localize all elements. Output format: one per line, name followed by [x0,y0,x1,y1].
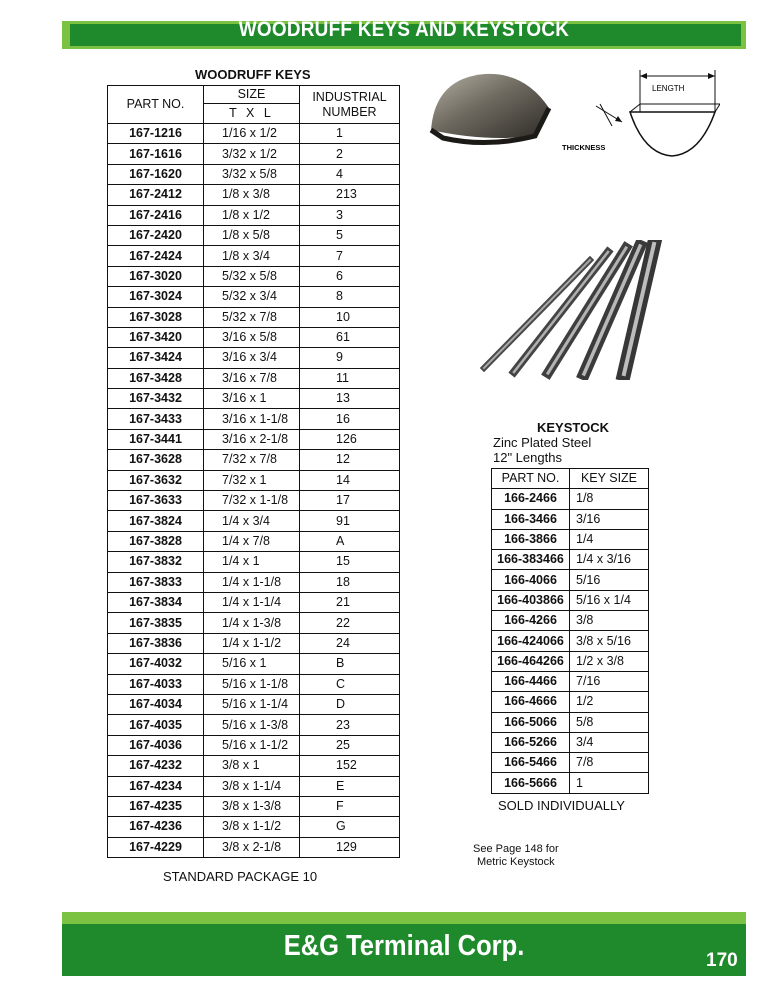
size-cell: 1/8 x 3/4 [204,246,300,266]
part-number-cell: 166-5066 [492,712,570,732]
woodruff-table [107,85,400,858]
table-row [108,715,400,735]
size-cell: 1/4 x 1 [204,552,300,572]
industrial-number-cell: 18 [300,572,400,592]
keystock-title: KEYSTOCK [537,420,609,435]
industrial-number-cell: 1 [300,124,400,144]
table-row [108,327,400,347]
table-row [108,164,400,184]
keystock-subtitle-material: Zinc Plated Steel [493,435,592,450]
industrial-number-cell: E [300,776,400,796]
part-number-cell: 167-3836 [108,633,204,653]
keystock-table [491,468,649,794]
key-size-cell: 1 [570,773,649,793]
industrial-number-cell: 15 [300,552,400,572]
part-number-cell: 166-4066 [492,570,570,590]
table-row [108,429,400,449]
industrial-number-cell: 16 [300,409,400,429]
table-row [108,572,400,592]
size-cell: 1/8 x 1/2 [204,205,300,225]
key-size-cell: 5/16 x 1/4 [570,590,649,610]
industrial-number-cell: 10 [300,307,400,327]
size-cell: 3/32 x 1/2 [204,144,300,164]
part-number-cell: 167-3633 [108,491,204,511]
size-cell: 5/32 x 3/4 [204,287,300,307]
part-number-cell: 167-4234 [108,776,204,796]
table-row [108,144,400,164]
table-row [492,570,649,590]
industrial-number-cell: 4 [300,164,400,184]
part-number-cell: 167-3432 [108,389,204,409]
size-cell: 1/8 x 5/8 [204,225,300,245]
woodruff-footer: STANDARD PACKAGE 10 [163,869,318,884]
part-number-cell: 167-1216 [108,124,204,144]
woodruff-key-image [425,68,555,148]
key-size-cell: 7/8 [570,753,649,773]
industrial-number-cell: 213 [300,185,400,205]
industrial-number-cell: 7 [300,246,400,266]
size-cell: 3/8 x 1-3/8 [204,796,300,816]
col-header-part: PART NO. [108,86,204,124]
industrial-number-cell: B [300,654,400,674]
key-size-cell: 3/8 x 5/16 [570,631,649,651]
part-number-cell: 167-3020 [108,266,204,286]
size-cell: 3/8 x 2-1/8 [204,837,300,857]
industrial-number-cell: 8 [300,287,400,307]
size-cell: 1/4 x 3/4 [204,511,300,531]
industrial-number-cell: 126 [300,429,400,449]
part-number-cell: 167-3428 [108,368,204,388]
table-row [492,692,649,712]
size-cell: 3/8 x 1 [204,756,300,776]
key-size-cell: 5/16 [570,570,649,590]
part-number-cell: 167-3832 [108,552,204,572]
size-cell: 3/16 x 1 [204,389,300,409]
size-cell: 5/16 x 1-1/8 [204,674,300,694]
part-number-cell: 167-2420 [108,225,204,245]
diagram-length-label: LENGTH [652,84,685,93]
part-number-cell: 166-5666 [492,773,570,793]
table-row [108,552,400,572]
table-row [492,631,649,651]
size-cell: 3/16 x 3/4 [204,348,300,368]
size-cell: 5/16 x 1-1/4 [204,694,300,714]
part-number-cell: 167-3441 [108,429,204,449]
part-number-cell: 167-3828 [108,531,204,551]
part-number-cell: 166-464266 [492,651,570,671]
part-number-cell: 167-4235 [108,796,204,816]
size-cell: 1/4 x 1-1/2 [204,633,300,653]
part-number-cell: 167-4032 [108,654,204,674]
key-size-cell: 1/2 x 3/8 [570,651,649,671]
part-number-cell: 166-5466 [492,753,570,773]
col-header-size-sub: T X L [204,104,300,124]
part-number-cell: 167-3028 [108,307,204,327]
part-number-cell: 167-3424 [108,348,204,368]
size-cell: 1/8 x 3/8 [204,185,300,205]
ks-col-header-size: KEY SIZE [570,469,649,489]
size-cell: 7/32 x 1-1/8 [204,491,300,511]
part-number-cell: 166-3866 [492,529,570,549]
table-row [492,590,649,610]
industrial-number-cell: 61 [300,327,400,347]
size-cell: 3/16 x 5/8 [204,327,300,347]
key-size-cell: 3/4 [570,732,649,752]
part-number-cell: 166-3466 [492,509,570,529]
table-row [108,287,400,307]
table-row [108,307,400,327]
size-cell: 1/4 x 1-1/8 [204,572,300,592]
table-row [108,796,400,816]
part-number-cell: 167-4232 [108,756,204,776]
industrial-number-cell: 6 [300,266,400,286]
table-row [492,773,649,793]
table-row [492,489,649,509]
table-row [492,529,649,549]
industrial-number-cell: 17 [300,491,400,511]
table-row [108,266,400,286]
table-row [108,694,400,714]
industrial-number-cell: 24 [300,633,400,653]
industrial-number-cell: C [300,674,400,694]
table-row [492,550,649,570]
key-size-cell: 1/8 [570,489,649,509]
table-row [108,817,400,837]
size-cell: 1/4 x 1-1/4 [204,592,300,612]
size-cell: 7/32 x 1 [204,470,300,490]
size-cell: 3/16 x 7/8 [204,368,300,388]
part-number-cell: 167-2412 [108,185,204,205]
company-name: E&G Terminal Corp. [283,930,525,962]
table-row [108,756,400,776]
part-number-cell: 167-3824 [108,511,204,531]
keystock-footer: SOLD INDIVIDUALLY [498,798,625,813]
part-number-cell: 166-5266 [492,732,570,752]
part-number-cell: 166-383466 [492,550,570,570]
industrial-number-cell: 2 [300,144,400,164]
table-row [108,368,400,388]
woodruff-key-diagram [560,66,720,166]
metric-note [473,843,559,869]
size-cell: 1/4 x 7/8 [204,531,300,551]
table-row [108,246,400,266]
page-number: 170 [706,950,738,971]
table-row [108,511,400,531]
table-row [108,450,400,470]
col-header-industrial: INDUSTRIAL NUMBER [300,86,400,124]
part-number-cell: 167-2416 [108,205,204,225]
industrial-number-cell: 22 [300,613,400,633]
table-row [108,674,400,694]
table-row [492,712,649,732]
size-cell: 3/32 x 5/8 [204,164,300,184]
industrial-number-cell: 9 [300,348,400,368]
table-row [492,509,649,529]
industrial-number-cell: 12 [300,450,400,470]
size-cell: 7/32 x 7/8 [204,450,300,470]
part-number-cell: 167-3433 [108,409,204,429]
page-title: WOODRUFF KEYS AND KEYSTOCK [238,18,570,41]
table-row [108,409,400,429]
table-row [108,592,400,612]
table-row [492,732,649,752]
table-row [108,837,400,857]
industrial-number-cell: A [300,531,400,551]
size-cell: 3/16 x 2-1/8 [204,429,300,449]
industrial-number-cell: G [300,817,400,837]
table-row [108,654,400,674]
part-number-cell: 167-3835 [108,613,204,633]
industrial-number-cell: 91 [300,511,400,531]
key-size-cell: 3/8 [570,611,649,631]
part-number-cell: 166-4466 [492,671,570,691]
metric-note-line2: Metric Keystock [477,856,555,868]
size-cell: 5/16 x 1-1/2 [204,735,300,755]
part-number-cell: 166-424066 [492,631,570,651]
industrial-number-cell: 152 [300,756,400,776]
part-number-cell: 167-1620 [108,164,204,184]
part-number-cell: 167-4229 [108,837,204,857]
industrial-number-cell: 21 [300,592,400,612]
industrial-number-cell: 23 [300,715,400,735]
table-row [492,753,649,773]
part-number-cell: 167-3024 [108,287,204,307]
key-size-cell: 1/4 [570,529,649,549]
size-cell: 1/4 x 1-3/8 [204,613,300,633]
keystock-image [478,240,668,380]
table-row [108,633,400,653]
industrial-number-cell: 11 [300,368,400,388]
industrial-number-cell: 14 [300,470,400,490]
key-size-cell: 1/2 [570,692,649,712]
part-number-cell: 167-3628 [108,450,204,470]
industrial-number-cell: 3 [300,205,400,225]
key-size-cell: 3/16 [570,509,649,529]
table-row [108,531,400,551]
col-header-size: SIZE [204,86,300,104]
table-row [108,389,400,409]
size-cell: 5/16 x 1-3/8 [204,715,300,735]
industrial-number-cell: D [300,694,400,714]
part-number-cell: 166-2466 [492,489,570,509]
part-number-cell: 166-4266 [492,611,570,631]
table-row [108,470,400,490]
table-row [108,491,400,511]
ks-col-header-part: PART NO. [492,469,570,489]
table-row [492,651,649,671]
part-number-cell: 167-3834 [108,592,204,612]
size-cell: 3/8 x 1-1/4 [204,776,300,796]
part-number-cell: 167-4036 [108,735,204,755]
industrial-number-cell: 13 [300,389,400,409]
part-number-cell: 167-3632 [108,470,204,490]
diagram-thickness-label: THICKNESS [562,143,606,152]
size-cell: 3/8 x 1-1/2 [204,817,300,837]
part-number-cell: 166-4666 [492,692,570,712]
size-cell: 5/32 x 7/8 [204,307,300,327]
part-number-cell: 167-3420 [108,327,204,347]
table-row [108,205,400,225]
table-row [108,776,400,796]
table-row [108,225,400,245]
size-cell: 5/16 x 1 [204,654,300,674]
table-row [108,124,400,144]
part-number-cell: 167-4035 [108,715,204,735]
part-number-cell: 167-2424 [108,246,204,266]
key-size-cell: 7/16 [570,671,649,691]
size-cell: 5/32 x 5/8 [204,266,300,286]
industrial-number-cell: 5 [300,225,400,245]
table-row [108,613,400,633]
table-row [108,735,400,755]
part-number-cell: 166-403866 [492,590,570,610]
part-number-cell: 167-4033 [108,674,204,694]
size-cell: 3/16 x 1-1/8 [204,409,300,429]
table-row [108,348,400,368]
footer-band [62,912,746,924]
metric-note-line1: See Page 148 for [473,843,559,855]
table-row [492,671,649,691]
table-row [492,611,649,631]
part-number-cell: 167-1616 [108,144,204,164]
industrial-number-cell: 25 [300,735,400,755]
keystock-subtitle-length: 12" Lengths [493,450,562,465]
table-row [108,185,400,205]
part-number-cell: 167-3833 [108,572,204,592]
industrial-number-cell: 129 [300,837,400,857]
size-cell: 1/16 x 1/2 [204,124,300,144]
industrial-number-cell: F [300,796,400,816]
key-size-cell: 5/8 [570,712,649,732]
part-number-cell: 167-4236 [108,817,204,837]
key-size-cell: 1/4 x 3/16 [570,550,649,570]
woodruff-table-title: WOODRUFF KEYS [195,67,311,82]
part-number-cell: 167-4034 [108,694,204,714]
